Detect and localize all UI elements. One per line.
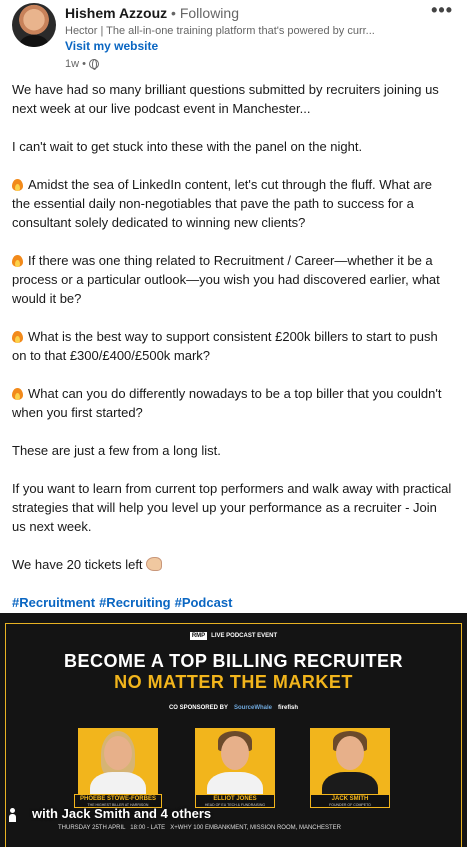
author-headline: Hector | The all-in-one training platform that's powered by curr... — [65, 25, 375, 37]
visit-website-link[interactable]: Visit my website — [65, 39, 159, 53]
post-paragraph: Amidst the sea of LinkedIn content, let's cut through the fluff. What are the essential daily non-negotiables that pave the path to success for a consultant solely dedicated to winning new clients? — [12, 177, 433, 230]
hashtag-link[interactable]: #Recruitment — [12, 595, 96, 610]
event-venue: X+WHY 100 EMBANKMENT, MISSION ROOM, MANCHESTER — [170, 825, 341, 831]
post-header — [0, 0, 467, 76]
hashtag-link[interactable]: #Recruiting — [99, 595, 171, 610]
event-details — [58, 825, 341, 831]
tagged-people-overlay[interactable] — [0, 803, 230, 825]
tagged-people-text[interactable]: with Jack Smith and 4 others — [32, 806, 212, 821]
post-paragraph: If you want to learn from current top performers and walk away with practical strategies that will help you level up your performance as a recruiter - Join us next week. — [12, 481, 452, 534]
person-tag-icon — [8, 808, 16, 822]
speaker-label-3: JACK SMITH FOUNDER OF COMPETO — [310, 794, 390, 808]
event-type: LIVE PODCAST EVENT — [211, 633, 278, 639]
post-paragraph: I can't wait to get stuck into these with the panel on the night. — [12, 139, 363, 154]
post-body — [12, 80, 452, 631]
author-name[interactable]: Hishem Azzouz — [65, 5, 168, 21]
speaker-label-2: ELLIOT JONES HEAD OF EU TECH & FUNDRAISING — [195, 794, 275, 808]
banner-title-line2: NO MATTER THE MARKET — [114, 672, 353, 692]
post-paragraph: What is the best way to support consistent £200k billers to start to push on to that £300/£400/£500k mark? — [12, 329, 438, 363]
more-options-button[interactable]: ••• — [431, 0, 453, 20]
speaker-photo-1 — [78, 728, 158, 804]
fire-icon — [12, 386, 23, 400]
event-time: 18:00 - LATE — [130, 825, 166, 831]
sponsor-logo-1: SourceWhale — [233, 705, 272, 711]
post-paragraph: We have had so many brilliant questions submitted by recruiters joining us next week at our live podcast event in Manchester... — [12, 82, 439, 116]
post-paragraph: These are just a few from a long list. — [12, 443, 221, 458]
fire-icon — [12, 177, 23, 191]
author-name-row — [65, 5, 239, 21]
speaker-photo-2 — [195, 728, 275, 804]
event-date: THURSDAY 25TH APRIL — [58, 825, 126, 831]
sponsor-label: CO SPONSORED BY — [168, 705, 228, 711]
hashtag-link[interactable]: #Podcast — [174, 595, 233, 610]
rmp-logo: RMP — [191, 633, 206, 639]
fire-icon — [12, 329, 23, 343]
post-time-row — [65, 58, 99, 70]
author-avatar[interactable] — [12, 3, 56, 47]
speaker-photo-3 — [310, 728, 390, 804]
banner-title-line1: BECOME A TOP BILLING RECRUITER — [63, 651, 404, 671]
speaker-label-1: PHOEBE STOWE-FORBES THE HIGHEST BILLER AT HARRISON — [74, 794, 162, 808]
follow-status[interactable]: Following — [179, 5, 239, 21]
fire-icon — [12, 253, 23, 267]
event-banner-image[interactable] — [0, 613, 467, 847]
flexed-biceps-icon — [146, 557, 162, 571]
separator-dot: • — [171, 5, 176, 21]
sponsor-row — [0, 705, 467, 711]
post-paragraph: What can you do differently nowadays to be a top biller that you couldn't when you first started? — [12, 386, 442, 420]
sponsor-logo-2: firefish — [278, 705, 299, 711]
post-paragraph: If there was one thing related to Recruitment / Career—whether it be a process or a particular outlook—you wish you had discovered earlier, what would it be? — [12, 253, 440, 306]
globe-icon — [89, 59, 99, 69]
post-time: 1w • — [65, 58, 86, 70]
banner-event-tag — [0, 633, 467, 639]
post-paragraph: We have 20 tickets left — [12, 555, 452, 574]
hashtags — [12, 593, 452, 612]
